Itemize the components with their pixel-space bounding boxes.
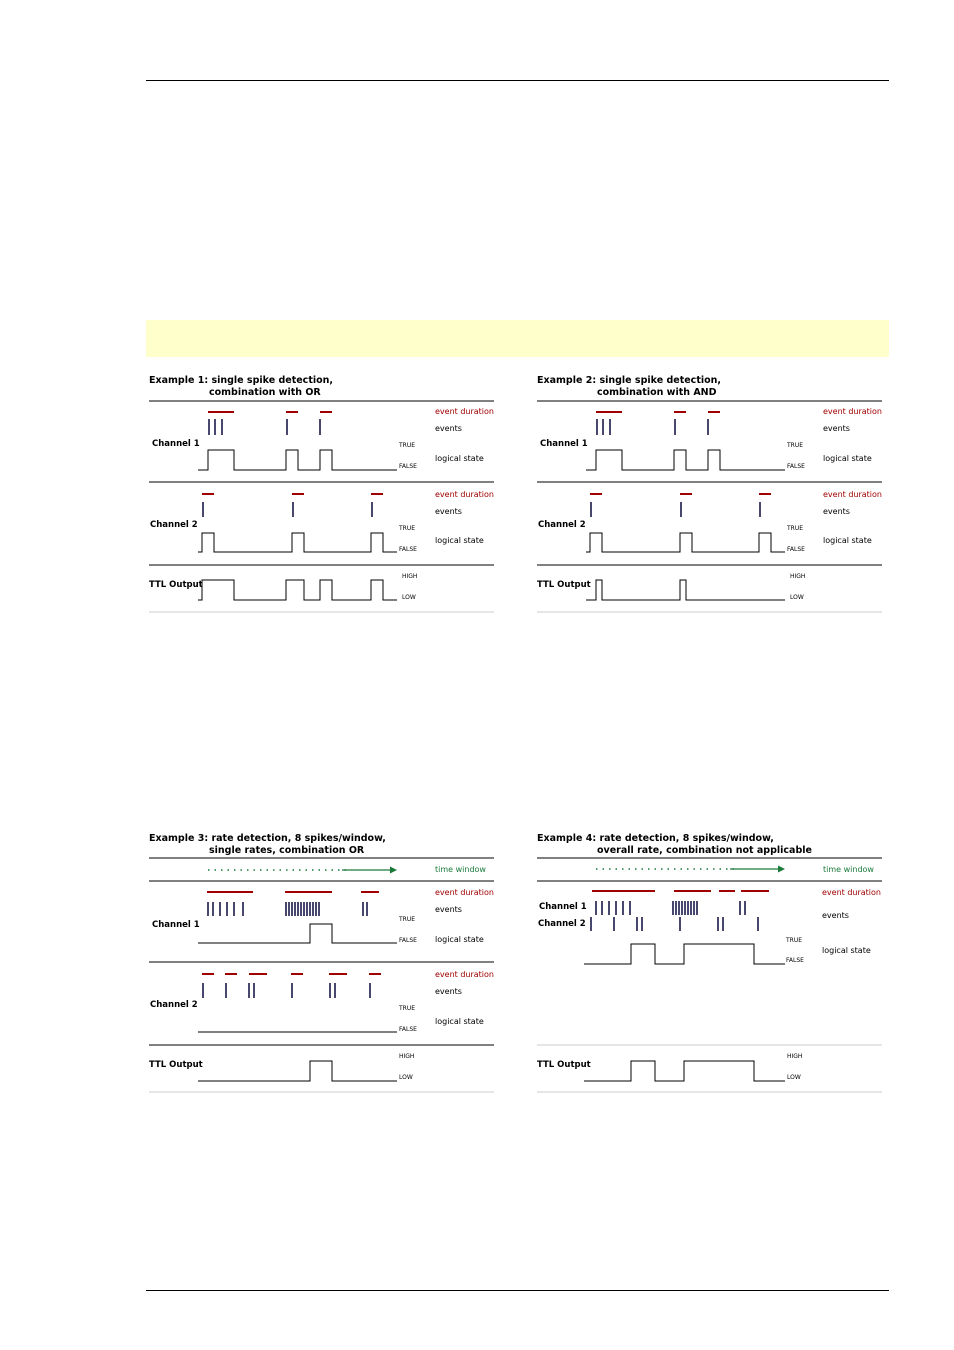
example-3-ch2-true-label: TRUE xyxy=(399,1005,416,1012)
example-4-channel-2-label: Channel 2 xyxy=(538,919,586,929)
example-3-channel-1-label: Channel 1 xyxy=(152,920,200,930)
example-1-title-line1: Example 1: single spike detection, xyxy=(149,375,334,386)
example-4-title-line1: Example 4: rate detection, 8 spikes/window, xyxy=(537,833,774,844)
example-4-events-legend: events xyxy=(822,911,849,920)
example-4-ttl-label: TTL Output xyxy=(537,1060,591,1070)
example-4-true-label: TRUE xyxy=(786,937,803,944)
example-4-time-window-legend: time window xyxy=(823,865,874,874)
example-4-false-label: FALSE xyxy=(786,957,804,964)
example-2-channel-1-label: Channel 1 xyxy=(540,439,588,449)
example-2-title-line2: combination with AND xyxy=(597,387,717,398)
example-4-channel-1-label: Channel 1 xyxy=(539,902,587,912)
example-4-logical-state-legend: logical state xyxy=(822,946,871,955)
example-2-ch2-events-legend: events xyxy=(823,507,850,516)
example-2-ttl-label: TTL Output xyxy=(537,580,591,590)
example-2-channel-2-label: Channel 2 xyxy=(538,520,586,530)
example-1-ch1-event-duration-legend: event duration xyxy=(435,407,494,416)
example-3-ch2-false-label: FALSE xyxy=(399,1026,417,1033)
example-3-title-line2: single rates, combination OR xyxy=(209,845,365,856)
example-3-ch2-event-duration-legend: event duration xyxy=(435,970,494,979)
example-2-high-label: HIGH xyxy=(790,573,806,580)
example-3-ch2-events-legend: events xyxy=(435,987,462,996)
example-3-time-window-legend: time window xyxy=(435,865,486,874)
example-1-ch1-false-label: FALSE xyxy=(399,463,417,470)
example-4-title-line2: overall rate, combination not applicable xyxy=(597,845,812,856)
example-1-high-label: HIGH xyxy=(402,573,418,580)
example-3-high-label: HIGH xyxy=(399,1053,415,1060)
example-2-ch1-events-legend: events xyxy=(823,424,850,433)
example-1-ch2-events-legend: events xyxy=(435,507,462,516)
example-1-ch2-logical-state-legend: logical state xyxy=(435,536,484,545)
example-1-channel-2-label: Channel 2 xyxy=(150,520,198,530)
example-3-ttl-label: TTL Output xyxy=(149,1060,203,1070)
example-2-ch1-logical-state-legend: logical state xyxy=(823,454,872,463)
example-1-channel-1-label: Channel 1 xyxy=(152,439,200,449)
example-3-ch1-logical-state-legend: logical state xyxy=(435,935,484,944)
example-4-logical-state-trace xyxy=(584,944,785,964)
example-3-ch1-true-label: TRUE xyxy=(399,916,416,923)
example-4-low-label: LOW xyxy=(787,1074,801,1081)
example-3-ch1-event-duration-legend: event duration xyxy=(435,888,494,897)
example-1-ch1-events-legend: events xyxy=(435,424,462,433)
example-2-ch1-event-duration-legend: event duration xyxy=(823,407,882,416)
example-3-ch1-false-label: FALSE xyxy=(399,937,417,944)
footer-rule xyxy=(146,1290,889,1291)
example-4-event-duration-legend: event duration xyxy=(822,888,881,897)
example-1-ch2-event-duration-legend: event duration xyxy=(435,490,494,499)
example-1-title-line2: combination with OR xyxy=(209,387,321,398)
example-2-ch2-logical-state-legend: logical state xyxy=(823,536,872,545)
example-2-low-label: LOW xyxy=(790,594,804,601)
example-3-channel-2-label: Channel 2 xyxy=(150,1000,198,1010)
example-1-ch1-logical-state-legend: logical state xyxy=(435,454,484,463)
example-3-ch1-events-legend: events xyxy=(435,905,462,914)
example-2-ch1-true-label: TRUE xyxy=(787,442,804,449)
example-1-low-label: LOW xyxy=(402,594,416,601)
example-2-ch2-false-label: FALSE xyxy=(787,546,805,553)
example-3-title-line1: Example 3: rate detection, 8 spikes/window, xyxy=(149,833,386,844)
example-3-low-label: LOW xyxy=(399,1074,413,1081)
example-2-title-line1: Example 2: single spike detection, xyxy=(537,375,722,386)
example-4-time-window-arrow-arrowhead xyxy=(778,866,785,873)
example-2-ch2-true-label: TRUE xyxy=(787,525,804,532)
example-2-ch1-false-label: FALSE xyxy=(787,463,805,470)
example-1-ttl-label: TTL Output xyxy=(149,580,203,590)
example-1-ch1-true-label: TRUE xyxy=(399,442,416,449)
example-4-high-label: HIGH xyxy=(787,1053,803,1060)
example-1-ch2-false-label: FALSE xyxy=(399,546,417,553)
example-1-ch2-true-label: TRUE xyxy=(399,525,416,532)
example-4-ttl-output-trace xyxy=(584,1061,785,1081)
example-3-ch2-logical-state-legend: logical state xyxy=(435,1017,484,1026)
example-2-ch2-event-duration-legend: event duration xyxy=(823,490,882,499)
